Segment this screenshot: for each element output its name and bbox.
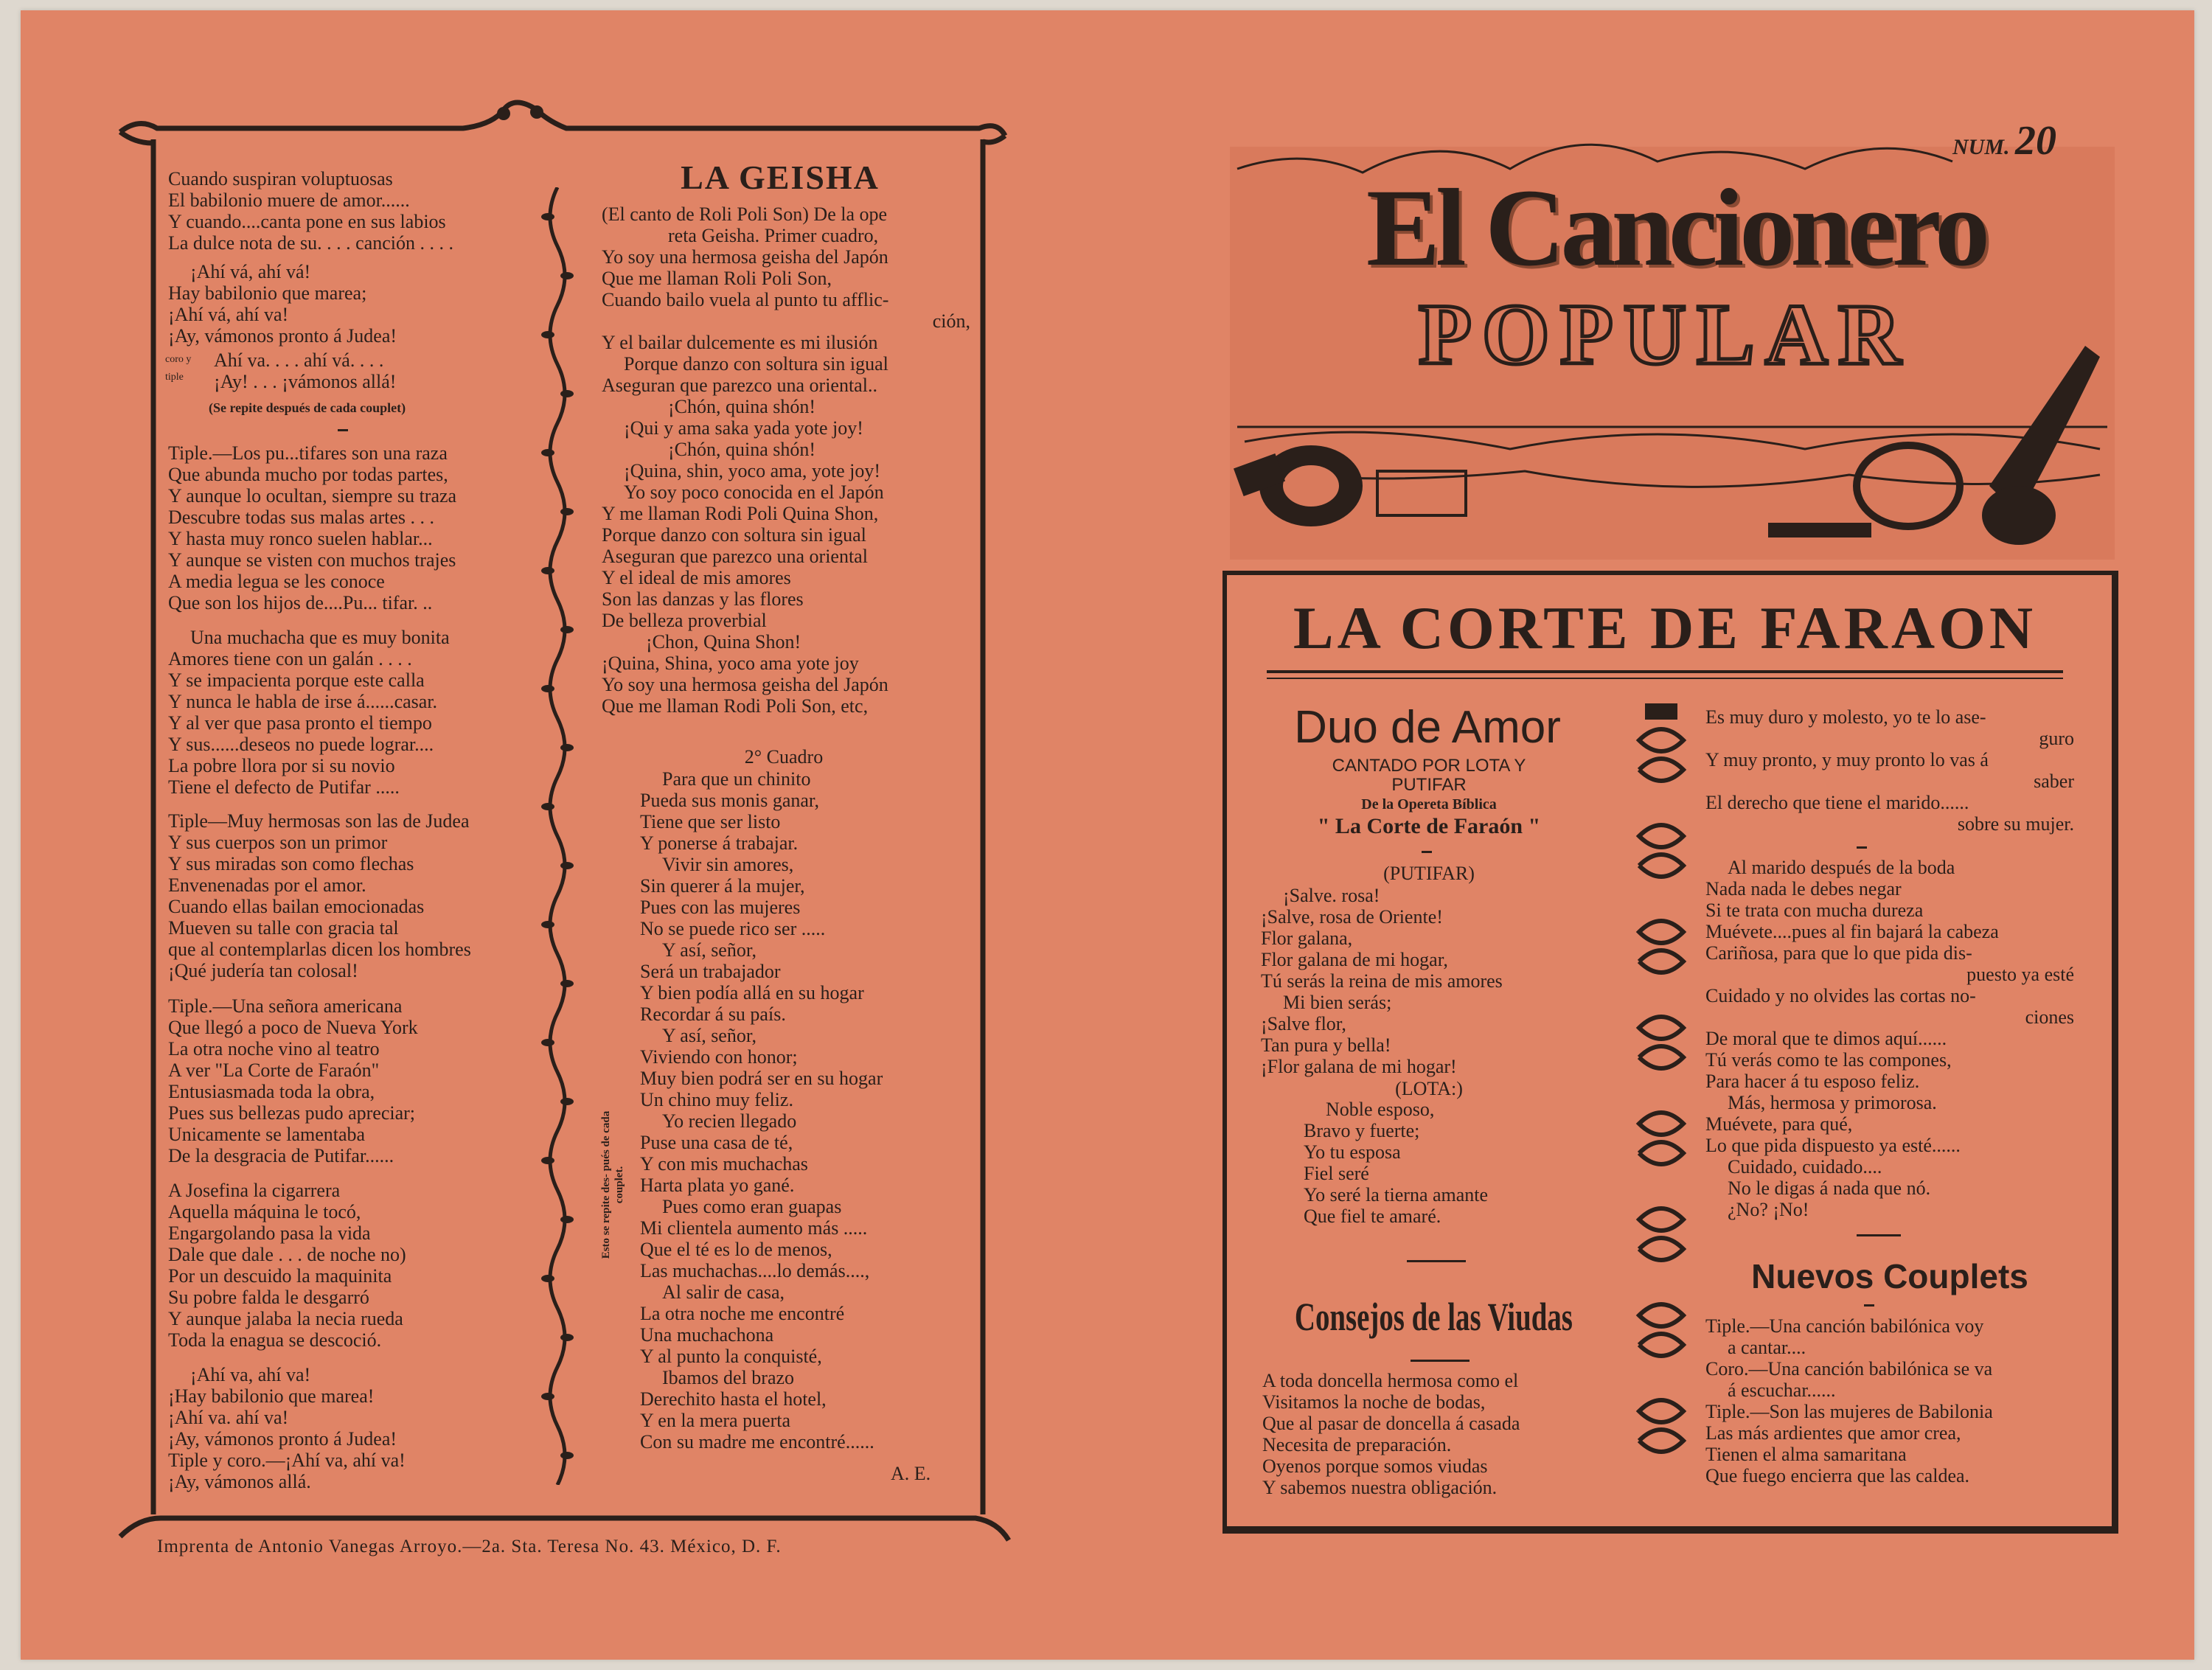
repeat-note: (Se repite después de cada couplet) — [209, 400, 406, 415]
geisha-stanza1: Yo soy una hermosa geisha del Japón Que me llaman Roli Poli Son, Cuando bailo vuela al punto tu afflic- ción, Y el bailar dulcemente es mi ilusión Porque danzo con soltura sin igual Aseguran que parezco una oriental.. ¡Chón, quina shón! ¡Qui y ama saka yada yote joy! ¡Chón, quina shón! ¡Quina, shin, yoco ama, yote joy! Yo soy poco conocida en el Japón Y me llaman Rodi Poli Quina Shon, Porque danzo con soltura sin igual Aseguran que parezco una oriental Y el ideal de mis amores Son las danzas y las flores De belleza proverbial ¡Chon, Quina Shon! ¡Quina, Shina, yoco ama yote joy Yo soy una hermosa geisha del Japón Que me llaman Rodi Poli Son, etc, — [602, 246, 970, 717]
putifar-label: (PUTIFAR) — [1383, 863, 1475, 884]
imprint: Imprenta de Antonio Vanegas Arroyo.—2a. Sta. Teresa No. 43. México, D. F. — [157, 1537, 782, 1556]
consejos-lines: A toda doncella hermosa como el Visitamos la noche de bodas, Que al pasar de doncella á casada Necesita de preparación. Oyenos porque somos viudas Y sabemos nuestra obligación. — [1262, 1370, 1520, 1498]
main-title: LA CORTE DE FARAON — [1293, 594, 2037, 661]
col1-stanza5: Tiple—Muy hermosas son las de Judea Y sus cuerpos son un primor Y sus miradas son como flechas Envenenadas por el amor. Cuando ellas bailan emocionadas Mueven su talle con gracia tal que al contemplarlas dicen los hombres ¡Qué judería tan colosal! — [168, 810, 471, 981]
side-note-wrapper — [594, 1102, 631, 1264]
putifar-lines: ¡Salve. rosa! ¡Salve, rosa de Oriente! Flor galana, Flor galana de mi hogar, Tú serás la reina de mis amores Mi bien serás; ¡Salve flor, Tan pura y bella! ¡Flor galana de mi hogar! — [1261, 885, 1503, 1077]
geisha-intro: (El canto de Roli Poli Son) De la ope reta Geisha. Primer cuadro, — [602, 203, 888, 246]
divider-rule — [1411, 1360, 1470, 1362]
consejos-title: Consejos de las Viudas — [1294, 1295, 1573, 1339]
title-rule-2 — [1267, 678, 2063, 679]
nuevos-title: Nuevos Couplets — [1751, 1257, 2028, 1295]
nuevos-lines: Tiple.—Una canción babilónica voy a cantar.... Coro.—Una canción babilónica se va á escuchar...... Tiple.—Son las mujeres de Babilonia Las más ardientes que amor crea, Tienen el alma samaritana Que fuego encierra que las caldea. — [1705, 1315, 1993, 1486]
issue-number: NUM. 20 — [1952, 118, 2057, 164]
signature: A. E. — [891, 1463, 931, 1484]
ornament-divider — [1632, 703, 1691, 1500]
duo-title: Duo de Amor — [1294, 702, 1561, 753]
geisha-title: LA GEISHA — [681, 159, 880, 196]
col1-stanza1: Cuando suspiran voluptuosas El babilonio muere de amor...... Y cuando....canta pone en sus labios La dulce nota de su. . . . canción . . . . — [168, 168, 453, 254]
divider-dash — [338, 429, 348, 431]
col1-stanza8: ¡Ahí va, ahí va! ¡Hay babilonio que marea! ¡Ahí va. ahí va! ¡Ay, vámonos pronto á Judea! Tiple y coro.—¡Ahí va, ahí va! ¡Ay, vámonos allá. — [168, 1364, 406, 1492]
title-rule — [1267, 670, 2063, 673]
col1-stanza7: A Josefina la cigarrera Aquella máquina le tocó, Engargolando pasa la vida Dale que dale . . . de noche no) Por un descuido la maquinita Su pobre falda le desgarró Y aunque jalaba la necia rueda Toda la enagua se descoció. — [168, 1180, 406, 1351]
coro-lines: Ahí va. . . . ahí vá. . . . ¡Ay! . . . ¡vámonos allá! — [214, 349, 397, 392]
cuadro-label: 2° Cuadro — [744, 746, 824, 768]
col1-stanza4: Una muchacha que es muy bonita Amores tiene con un galán . . . . Y se impacienta porque este calla Y nunca le habla de irse á......casar. Y al ver que pasa pronto el tiempo Y sus......deseos no puede lograr.... La pobre llora por si su novio Tiene el defecto de Putifar ..... — [168, 627, 450, 798]
side-note: Esto se repite des- pués de cada couplet. — [600, 1110, 625, 1259]
col-right-stanza1: Es muy duro y molesto, yo te lo ase- guro Y muy pronto, y muy pronto lo vas á saber El derecho que tiene el marido...... sobre su mujer. — [1705, 706, 2074, 835]
lota-label: (LOTA:) — [1395, 1078, 1463, 1099]
divider-rule — [1857, 1234, 1901, 1236]
divider-dash — [1857, 846, 1867, 849]
divider-dash — [1864, 1304, 1874, 1307]
divider-dash — [1422, 851, 1432, 853]
col-right-stanza2: Al marido después de la boda Nada nada le debes negar Si te trata con mucha dureza Muévete....pues al fin bajará la cabeza Cariñosa, para que lo que pida dis- puesto ya esté Cuidado y no olvides las cortas no- ciones De moral que te dimos aquí...... Tú verás como te las compones, Para hacer á tu esposo feliz. Más, hermosa y primorosa. Muévete, para qué, Lo que pida dispuesto ya esté...... Cuidado, cuidado.... No le digas á nada que nó. ¿No? ¡No! — [1705, 857, 2074, 1220]
broadside-sheet — [21, 10, 2194, 1660]
divider-rule — [1407, 1260, 1466, 1262]
duo-subtitle: CANTADO POR LOTA Y PUTIFAR De la Opereta Bíblica " La Corte de Faraón " — [1317, 756, 1541, 838]
masthead-title-2: POPULAR — [1418, 286, 1912, 383]
col1-stanza6: Tiple.—Una señora americana Que llegó a poco de Nueva York La otra noche vino al teatro A ver "La Corte de Faraón" Entusiasmada toda la obra, Pues sus bellezas pudo apreciar; Unicamente se lamentaba De la desgracia de Putifar...... — [168, 995, 418, 1166]
lota-lines: Noble esposo, Bravo y fuerte; Yo tu esposa Fiel seré Yo seré la tierna amante Que fiel te amaré. — [1304, 1099, 1489, 1227]
col1-stanza3: Tiple.—Los pu...tifares son una raza Que abunda mucho por todas partes, Y aunque lo ocultan, siempre su traza Descubre todas sus malas artes . . . Y hasta muy ronco suelen hablar... Y aunque se visten con muchos trajes A media legua se les conoce Que son los hijos de....Pu... tifar. .. — [168, 442, 457, 613]
col1-stanza2: ¡Ahí vá, ahí vá! Hay babilonio que marea; ¡Ahí vá, ahí va! ¡Ay, vámonos pronto á Judea! — [168, 261, 397, 347]
masthead — [1215, 102, 2122, 567]
masthead-title-1: El Cancionero — [1366, 167, 1986, 289]
coro-label: coro y tiple — [165, 354, 192, 383]
geisha-stanza2: Para que un chinito Pueda sus monis ganar, Tiene que ser listo Y ponerse á trabajar. Vivir sin amores, Sin querer á la mujer, Pues con las mujeres No se puede rico ser ..... Y así, señor, Será un trabajador Y bien podía allá en su hogar Recordar á su país. Y así, señor, Viviendo con honor; Muy bien podrá ser en su hogar Un chino muy feliz. Yo recien llegado Puse una casa de té, Y con mis muchachas Harta plata yo gané. Pues como eran guapas Mi clientela aumento más ..... Que el té es lo de menos, Las muchachas....lo demás...., Al salir de casa, La otra noche me encontré Una muchachona Y al punto la conquisté, Ibamos del brazo Derechito hasta el hotel, Y en la mera puerta Con su madre me encontré...... — [640, 768, 883, 1452]
